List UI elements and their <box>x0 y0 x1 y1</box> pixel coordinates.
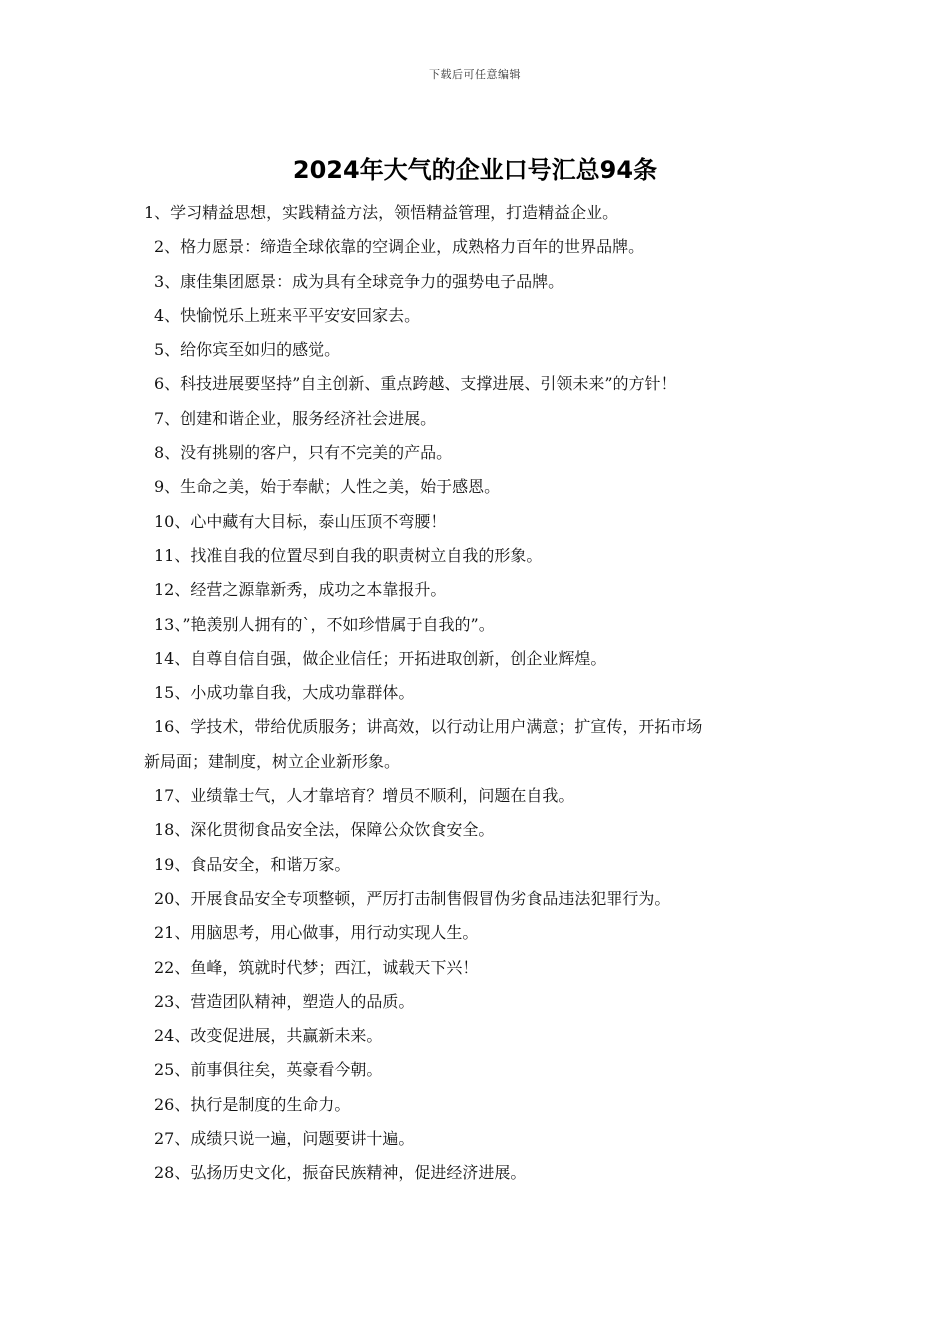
slogan-item-1: 1、学习精益思想，实践精益方法，领悟精益管理，打造精益企业。 <box>144 203 619 222</box>
document-title: 2024年大气的企业口号汇总94条 <box>292 156 658 184</box>
slogan-item-3: 3、康佳集团愿景：成为具有全球竞争力的强势电子品牌。 <box>154 271 565 291</box>
slogan-item-12: 12、经营之源靠新秀，成功之本靠报升。 <box>154 580 447 600</box>
slogan-item-27: 27、成绩只说一遍，问题要讲十遍。 <box>154 1129 415 1149</box>
slogan-item-26: 26、执行是制度的生命力。 <box>154 1094 351 1114</box>
slogan-item-24: 24、改变促进展，共赢新未来。 <box>154 1026 383 1046</box>
slogan-item-6: 6、科技进展要坚持”自主创新、重点跨越、支撑进展、引领未来”的方针！ <box>154 374 677 394</box>
slogan-item-5: 5、给你宾至如归的感觉。 <box>154 340 341 360</box>
slogan-item-17: 17、业绩靠士气，人才靠培育？增员不顺利，问题在自我。 <box>154 786 575 806</box>
slogan-item-16 <box>144 710 814 779</box>
slogan-list <box>144 196 814 1191</box>
slogan-item-16-line-1: 16、学技术，带给优质服务；讲高效，以行动让用户满意；扩宣传，开拓市场 <box>154 717 703 737</box>
slogan-item-11: 11、找准自我的位置尽到自我的职责树立自我的形象。 <box>154 545 543 565</box>
slogan-item-10: 10、心中藏有大目标，泰山压顶不弯腰！ <box>154 511 447 531</box>
page-header-note: 下载后可任意编辑 <box>429 68 521 81</box>
slogan-item-7: 7、创建和谐企业，服务经济社会进展。 <box>154 408 437 428</box>
slogan-item-8: 8、没有挑剔的客户，只有不完美的产品。 <box>154 443 453 463</box>
slogan-item-15: 15、小成功靠自我，大成功靠群体。 <box>154 683 415 703</box>
slogan-item-22: 22、鱼峰，筑就时代梦；西江，诚载天下兴！ <box>154 957 479 977</box>
slogan-item-14: 14、自尊自信自强，做企业信任；开拓进取创新，创企业辉煌。 <box>154 648 607 668</box>
slogan-item-13: 13、”艳羡别人拥有的`，不如珍惜属于自我的”。 <box>154 614 495 634</box>
slogan-item-23: 23、营造团队精神，塑造人的品质。 <box>154 991 415 1011</box>
slogan-item-21: 21、用脑思考，用心做事，用行动实现人生。 <box>154 923 479 943</box>
slogan-item-20: 20、开展食品安全专项整顿，严厉打击制售假冒伪劣食品违法犯罪行为。 <box>154 888 671 908</box>
slogan-item-25: 25、前事俱往矣，英豪看今朝。 <box>154 1060 383 1080</box>
slogan-item-18: 18、深化贯彻食品安全法，保障公众饮食安全。 <box>154 820 495 840</box>
slogan-item-16-line-2: 新局面；建制度，树立企业新形象。 <box>144 751 401 771</box>
slogan-item-28: 28、弘扬历史文化，振奋民族精神，促进经济进展。 <box>154 1163 527 1183</box>
slogan-item-19: 19、食品安全，和谐万家。 <box>154 854 351 874</box>
slogan-item-4: 4、快愉悦乐上班来平平安安回家去。 <box>154 305 421 325</box>
slogan-item-9: 9、生命之美，始于奉献；人性之美，始于感恩。 <box>154 477 501 497</box>
slogan-item-2: 2、格力愿景：缔造全球依靠的空调企业，成熟格力百年的世界品牌。 <box>154 237 645 257</box>
